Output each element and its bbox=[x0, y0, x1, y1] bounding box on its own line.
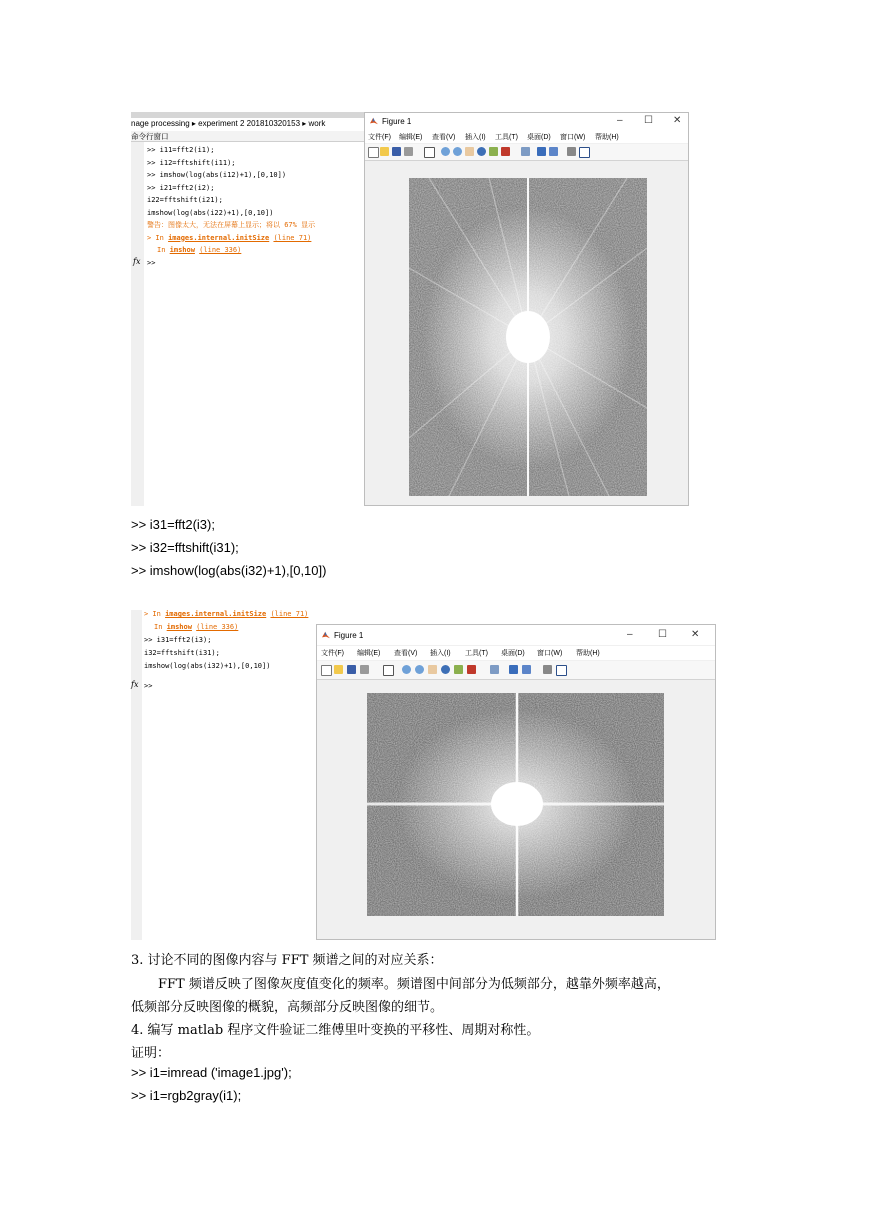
command-prompt[interactable]: >> bbox=[147, 258, 156, 267]
stack-trace-1 bbox=[147, 232, 311, 245]
trace-prefix: In bbox=[157, 246, 170, 254]
maximize-icon[interactable]: ☐ bbox=[644, 115, 653, 126]
command-prompt[interactable]: >> bbox=[144, 682, 153, 690]
menu-desktop[interactable]: 桌面(D) bbox=[527, 134, 551, 141]
menu-edit[interactable]: 编辑(E) bbox=[357, 650, 381, 657]
breadcrumb[interactable]: nage processing ▸ experiment 2 201810320153 ▸ work bbox=[131, 119, 326, 128]
trace-line-link[interactable]: (line 71) bbox=[270, 610, 309, 618]
minimize-icon[interactable]: – bbox=[617, 115, 623, 126]
stack-trace-2 bbox=[154, 621, 238, 634]
maximize-icon[interactable]: ☐ bbox=[658, 629, 667, 640]
stack-trace-2 bbox=[157, 244, 241, 257]
open-icon[interactable] bbox=[380, 147, 389, 156]
trace-prefix: In bbox=[154, 623, 167, 631]
figure-menubar bbox=[317, 646, 715, 660]
menu-window[interactable]: 窗口(W) bbox=[537, 650, 563, 657]
menu-view[interactable]: 查看(V) bbox=[394, 650, 418, 657]
figure-title: Figure 1 bbox=[334, 631, 364, 640]
rotate-icon[interactable] bbox=[477, 147, 486, 156]
figure-titlebar bbox=[317, 625, 715, 645]
rotate-icon[interactable] bbox=[441, 665, 450, 674]
menu-help[interactable]: 帮助(H) bbox=[576, 650, 600, 657]
menu-help[interactable]: 帮助(H) bbox=[595, 134, 619, 141]
code-line: >> i32=fftshift(i31); bbox=[131, 540, 239, 555]
menu-file[interactable]: 文件(F) bbox=[321, 650, 344, 657]
trace-link-imshow[interactable]: imshow bbox=[166, 623, 192, 631]
hide-plot-tools-icon[interactable] bbox=[543, 665, 552, 674]
toolstrip-edge bbox=[131, 112, 364, 118]
zoom-in-icon[interactable] bbox=[402, 665, 411, 674]
trace-prefix: > In bbox=[144, 610, 166, 618]
zoom-out-icon[interactable] bbox=[453, 147, 462, 156]
fft-spectrum-image bbox=[367, 693, 664, 916]
gutter bbox=[131, 142, 144, 506]
item-3-heading: 3. 讨论不同的图像内容与 FFT 频谱之间的对应关系： bbox=[131, 953, 443, 968]
figure-window[interactable] bbox=[364, 112, 689, 506]
minimize-icon[interactable]: – bbox=[627, 629, 633, 640]
command-line: >> i31=fft2(i3); bbox=[144, 636, 212, 644]
menu-insert[interactable]: 插入(I) bbox=[430, 650, 451, 657]
command-line: i32=fftshift(i31); bbox=[144, 649, 220, 657]
code-line: >> i31=fft2(i3); bbox=[131, 517, 215, 532]
link-plot-icon[interactable] bbox=[521, 147, 530, 156]
matlab-screenshot-2 bbox=[131, 610, 721, 940]
command-line: >> i11=fft2(i1); bbox=[147, 146, 215, 154]
trace-link-imshow[interactable]: imshow bbox=[169, 246, 195, 254]
item-4-heading: 4. 编写 matlab 程序文件验证二维傅里叶变换的平移性、周期对称性。 bbox=[131, 1023, 540, 1038]
print-icon[interactable] bbox=[360, 665, 369, 674]
show-plot-tools-icon[interactable] bbox=[579, 147, 590, 158]
pointer-icon[interactable] bbox=[424, 147, 435, 158]
trace-line-link[interactable]: (line 336) bbox=[196, 623, 239, 631]
brush-icon[interactable] bbox=[467, 665, 476, 674]
figure-window[interactable] bbox=[316, 624, 716, 940]
fft-spectrum-image bbox=[409, 178, 647, 496]
brush-icon[interactable] bbox=[501, 147, 510, 156]
trace-link-initsize[interactable]: images.internal.initSize bbox=[168, 233, 270, 242]
proof-label: 证明： bbox=[131, 1046, 171, 1061]
command-line: i22=fftshift(i21); bbox=[147, 196, 223, 204]
show-plot-tools-icon[interactable] bbox=[556, 665, 567, 676]
command-line: >> imshow(log(abs(i12)+1),[0,10]) bbox=[147, 171, 287, 179]
new-figure-icon[interactable] bbox=[368, 147, 379, 158]
spectrum-graphic bbox=[367, 693, 664, 916]
item-3-paragraph-line-2: 低频部分反映图像的概貌，高频部分反映图像的细节。 bbox=[131, 1000, 444, 1015]
figure-toolbar bbox=[365, 144, 688, 161]
save-icon[interactable] bbox=[392, 147, 401, 156]
menu-insert[interactable]: 插入(I) bbox=[465, 134, 486, 141]
figure-menubar bbox=[365, 130, 688, 143]
link-plot-icon[interactable] bbox=[490, 665, 499, 674]
command-line: imshow(log(abs(i22)+1),[0,10]) bbox=[147, 208, 274, 217]
command-line: >> i12=fftshift(i11); bbox=[147, 158, 236, 167]
menu-tools[interactable]: 工具(T) bbox=[465, 650, 488, 657]
figure-title: Figure 1 bbox=[382, 117, 412, 126]
pan-icon[interactable] bbox=[465, 147, 474, 156]
warning-message: 警告：图像太大，无法在屏幕上显示；将以 67% 显示 bbox=[147, 221, 316, 229]
matlab-screenshot-1 bbox=[131, 112, 689, 506]
code-line: >> imshow(log(abs(i32)+1),[0,10]) bbox=[131, 563, 327, 578]
item-3-paragraph-line-1: FFT 频谱反映了图像灰度值变化的频率。频谱图中间部分为低频部分，越靠外频率越高， bbox=[158, 977, 670, 992]
menu-tools[interactable]: 工具(T) bbox=[495, 134, 518, 141]
legend-icon[interactable] bbox=[549, 147, 558, 156]
matlab-logo-icon bbox=[370, 117, 378, 125]
stack-trace-1 bbox=[144, 608, 308, 621]
trace-prefix: > In bbox=[147, 233, 169, 242]
print-icon[interactable] bbox=[404, 147, 413, 156]
code-line: >> i1=imread ('image1.jpg'); bbox=[131, 1065, 292, 1080]
hide-plot-tools-icon[interactable] bbox=[567, 147, 576, 156]
pointer-icon[interactable] bbox=[383, 665, 394, 676]
trace-link-initsize[interactable]: images.internal.initSize bbox=[165, 610, 267, 618]
menu-desktop[interactable]: 桌面(D) bbox=[501, 650, 525, 657]
data-cursor-icon[interactable] bbox=[489, 147, 498, 156]
spectrum-graphic bbox=[409, 178, 647, 496]
close-icon[interactable]: ✕ bbox=[673, 115, 682, 126]
fx-icon: fx bbox=[131, 680, 139, 689]
zoom-out-icon[interactable] bbox=[415, 665, 424, 674]
menu-window[interactable]: 窗口(W) bbox=[560, 134, 586, 141]
command-window[interactable] bbox=[131, 112, 365, 506]
colorbar-icon[interactable] bbox=[537, 147, 546, 156]
menu-edit[interactable]: 编辑(E) bbox=[399, 134, 423, 141]
zoom-in-icon[interactable] bbox=[441, 147, 450, 156]
legend-icon[interactable] bbox=[522, 665, 531, 674]
trace-line-link[interactable]: (line 336) bbox=[199, 246, 242, 254]
command-line: imshow(log(abs(i32)+1),[0,10]) bbox=[144, 662, 271, 670]
menu-file[interactable]: 文件(F) bbox=[368, 134, 391, 141]
open-icon[interactable] bbox=[334, 665, 343, 674]
colorbar-icon[interactable] bbox=[509, 665, 518, 674]
close-icon[interactable]: ✕ bbox=[691, 629, 700, 640]
pan-icon[interactable] bbox=[428, 665, 437, 674]
menu-view[interactable]: 查看(V) bbox=[432, 134, 456, 141]
trace-line-link[interactable]: (line 71) bbox=[273, 233, 312, 242]
matlab-logo-icon bbox=[322, 631, 330, 639]
fx-icon: fx bbox=[133, 257, 141, 266]
figure-toolbar bbox=[317, 661, 715, 680]
gutter bbox=[131, 610, 142, 940]
figure-titlebar bbox=[365, 113, 688, 130]
code-line: >> i1=rgb2gray(i1); bbox=[131, 1088, 242, 1103]
command-line: >> i21=fft2(i2); bbox=[147, 183, 215, 192]
pane-title: 命令行窗口 bbox=[131, 131, 364, 142]
save-icon[interactable] bbox=[347, 665, 356, 674]
new-figure-icon[interactable] bbox=[321, 665, 332, 676]
data-cursor-icon[interactable] bbox=[454, 665, 463, 674]
